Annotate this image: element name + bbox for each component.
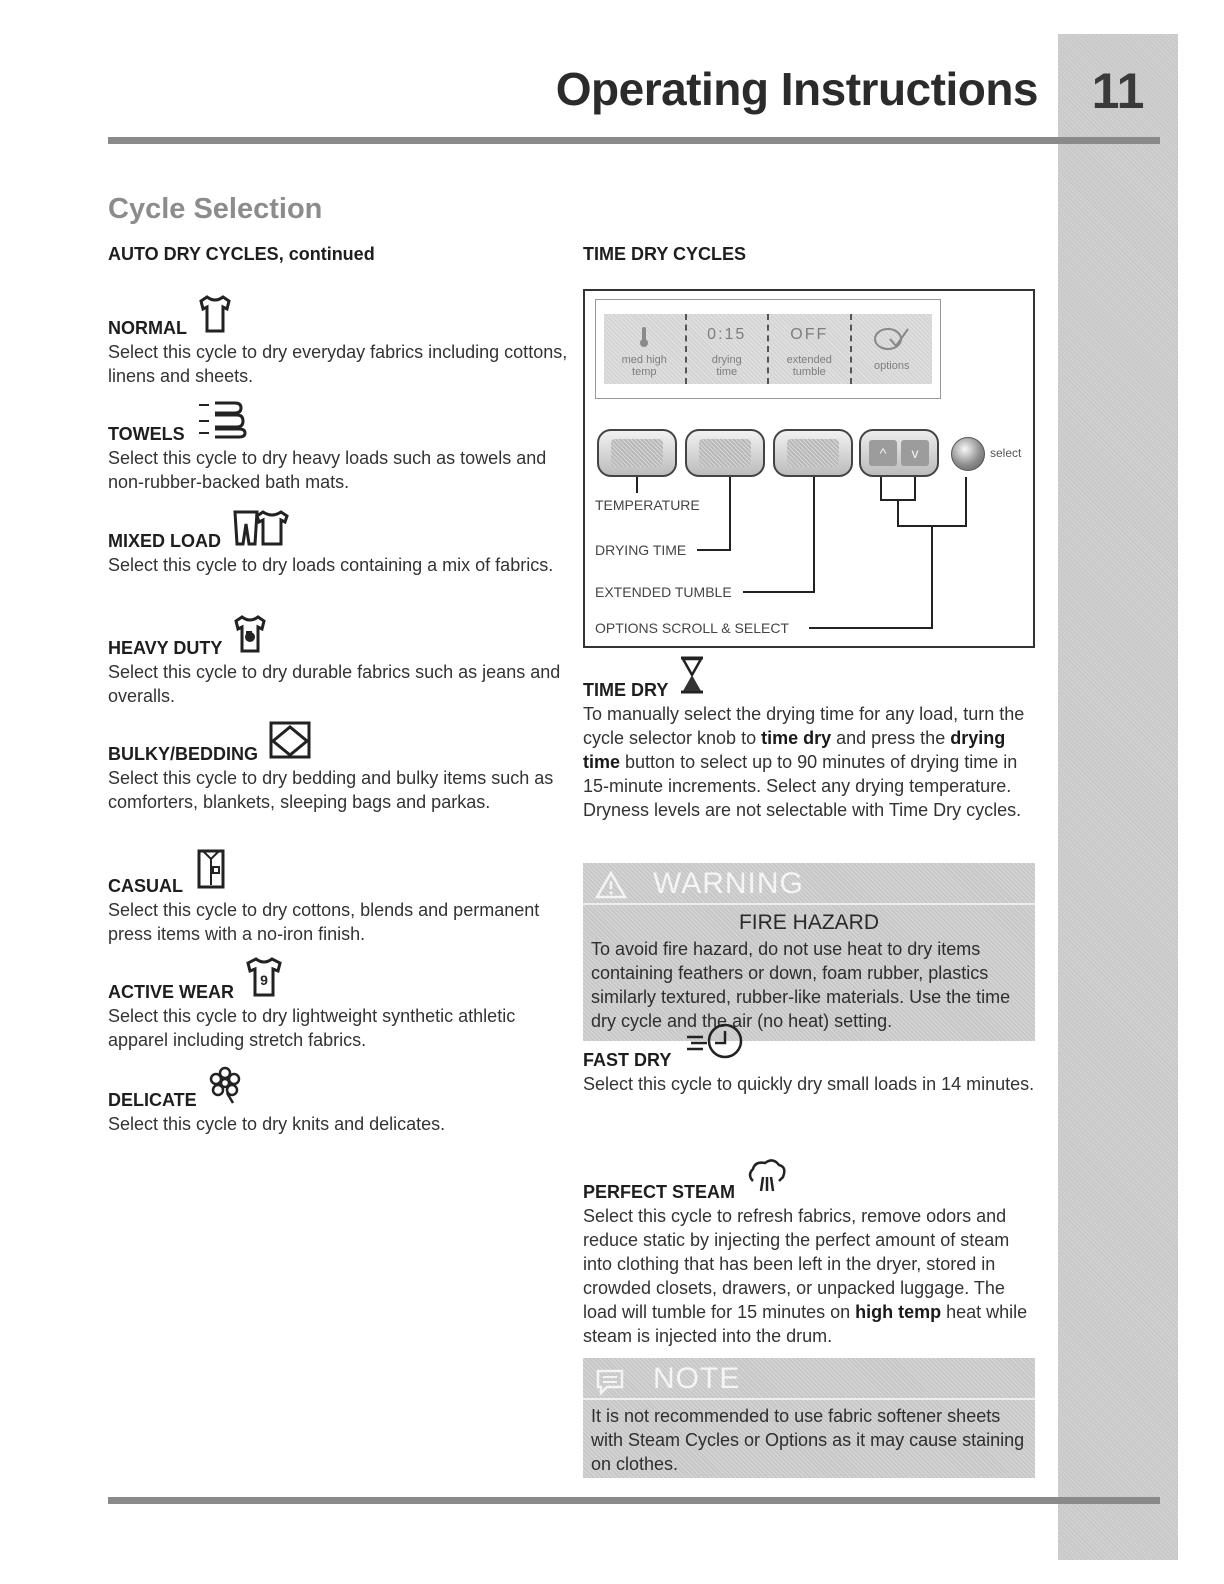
perfect-steam-title: PERFECT STEAM [583, 1182, 736, 1202]
time-dry-section [583, 656, 1035, 822]
label-extended-tumble: EXTENDED TUMBLE [595, 584, 732, 600]
cycle-name: CASUAL [108, 876, 183, 896]
cycle-name: HEAVY DUTY [108, 638, 223, 658]
leader-line [697, 549, 731, 551]
display-temp-sub1: med high [621, 354, 667, 366]
section-title: Cycle Selection [108, 193, 323, 225]
display-tumble-value: OFF [790, 326, 829, 343]
thermometer-icon [604, 326, 685, 353]
perfect-steam-description: Select this cycle to refresh fabrics, remove odors and reduce static by injecting the perfect amount of steam into clothing that has been left in the dryer, stored in crowded closets, drawers, or unpacked luggage. The load will tumble for 15 minutes on high temp heat while steam is injected into the drum. [583, 1206, 1028, 1346]
fast-dry-title: FAST DRY [583, 1050, 672, 1070]
cycle-name: ACTIVE WEAR [108, 982, 234, 1002]
cycle-casual [108, 852, 568, 946]
cycle-description: Select this cycle to dry bedding and bulky items such as comforters, blankets, sleeping bags and parkas. [108, 768, 554, 812]
leader-line [743, 591, 815, 593]
cycle-description: Select this cycle to dry heavy loads such as towels and non-rubber-backed bath mats. [108, 448, 547, 492]
leader-line [813, 477, 815, 593]
cycle-description: Select this cycle to dry knits and delicates. [108, 1114, 446, 1134]
page-tab [1058, 34, 1178, 1560]
extended-tumble-button[interactable] [773, 429, 853, 477]
perfect-steam-section [583, 1158, 1035, 1348]
time-dry-title: TIME DRY [583, 680, 669, 700]
label-drying-time: DRYING TIME [595, 542, 687, 558]
cycle-name: NORMAL [108, 318, 187, 338]
cycle-name: DELICATE [108, 1090, 197, 1110]
options-scroll-button[interactable] [859, 429, 939, 477]
left-column-heading: AUTO DRY CYCLES, continued [108, 244, 375, 264]
cycle-towels [108, 400, 568, 494]
cycle-active-wear [108, 958, 568, 1052]
note-icon [595, 1368, 625, 1401]
fast-dry-section [583, 1026, 1035, 1096]
display-time-sub1: drying [711, 354, 742, 366]
shirt-icon [197, 293, 233, 338]
steam-icon [745, 1157, 789, 1202]
note-title: NOTE [653, 1362, 741, 1395]
hourglass-icon [678, 655, 706, 700]
options-check-icon [852, 326, 933, 357]
right-column-heading: TIME DRY CYCLES [583, 244, 747, 264]
warning-box [583, 863, 1035, 1041]
time-dry-description: To manually select the drying time for any load, turn the cycle selector knob to time dry and press the drying time button to select up to 90 minutes of drying time in 15-minute increments. Select any drying temperature. Dryness levels are not selectable with Time Dry cycles. [583, 704, 1025, 820]
cycle-mixed-load [108, 507, 568, 577]
warning-divider [583, 903, 1035, 905]
label-options-scroll-select: OPTIONS SCROLL & SELECT [595, 620, 789, 636]
cycle-delicate [108, 1066, 568, 1136]
display-tumble-sub1: extended [786, 354, 832, 366]
temperature-button[interactable] [597, 429, 677, 477]
select-button[interactable] [951, 437, 985, 471]
bottom-rule [108, 1497, 1160, 1504]
warning-title: WARNING [653, 867, 804, 900]
fast-clock-icon [681, 1021, 761, 1070]
display-temp-sub2: temp [632, 366, 657, 378]
cycle-description: Select this cycle to dry durable fabrics such as jeans and overalls. [108, 662, 561, 706]
warning-triangle-icon [595, 871, 627, 904]
down-arrow-icon[interactable]: v [901, 440, 929, 466]
casual-shirt-icon [193, 847, 229, 896]
towels-icon [195, 397, 247, 444]
note-divider [583, 1398, 1035, 1400]
leader-line [897, 499, 899, 527]
drying-time-button[interactable] [685, 429, 765, 477]
display-time-value: 0:15 [707, 326, 747, 343]
page-number: 11 [1091, 63, 1145, 119]
leader-line [809, 627, 933, 629]
cycle-description: Select this cycle to dry cottons, blends and permanent press items with a no-iron finish. [108, 900, 540, 944]
display-options-label: options [874, 360, 910, 372]
select-label: select [990, 446, 1022, 460]
note-text: It is not recommended to use fabric softener sheets with Steam Cycles or Options as it may cause staining on clothes. [591, 1406, 1025, 1474]
page-title: Operating Instructions [555, 63, 1038, 115]
leader-line [880, 477, 882, 501]
cycle-description: Select this cycle to dry loads containing a mix of fabrics. [108, 555, 554, 575]
cycle-name: TOWELS [108, 424, 185, 444]
cycle-description: Select this cycle to dry lightweight synthetic athletic apparel including stretch fabrics. [108, 1006, 516, 1050]
leader-line [965, 477, 967, 527]
warning-subtitle: FIRE HAZARD [738, 911, 879, 934]
panel-display [595, 299, 941, 399]
leader-line [914, 477, 916, 501]
display-options [852, 314, 933, 384]
cycle-description: Select this cycle to dry everyday fabrics including cottons, linens and sheets. [108, 342, 568, 386]
display-tumble [769, 314, 852, 384]
cycle-heavy-duty [108, 614, 568, 708]
up-arrow-icon[interactable]: ^ [869, 440, 897, 466]
cycle-name: MIXED LOAD [108, 531, 222, 551]
flower-icon [207, 1065, 243, 1110]
leader-line [931, 525, 933, 629]
svg-text:9: 9 [260, 972, 268, 988]
label-temperature: TEMPERATURE [595, 497, 700, 513]
bedding-icon [268, 719, 312, 764]
cycle-normal [108, 294, 568, 388]
jersey-icon [244, 955, 284, 1002]
cycle-bulky-bedding [108, 720, 568, 814]
top-rule [108, 137, 1160, 144]
display-time-sub2: time [716, 366, 738, 378]
control-panel-figure [583, 289, 1035, 648]
display-temp [604, 314, 687, 384]
warning-text: To avoid fire hazard, do not use heat to dry items containing feathers or down, foam rubber, plastics similarly textured, rubber-like materials. Use the time dry cycle and the air (no heat) setting. [591, 939, 1011, 1031]
mixed-load-icon [231, 506, 295, 551]
heavy-duty-icon [232, 613, 268, 658]
fast-dry-description: Select this cycle to quickly dry small loads in 14 minutes. [583, 1074, 1035, 1094]
leader-line [636, 477, 638, 493]
cycle-name: BULKY/BEDDING [108, 744, 259, 764]
display-time [687, 314, 770, 384]
display-tumble-sub2: tumble [792, 366, 826, 378]
leader-line [729, 477, 731, 551]
note-box [583, 1358, 1035, 1478]
